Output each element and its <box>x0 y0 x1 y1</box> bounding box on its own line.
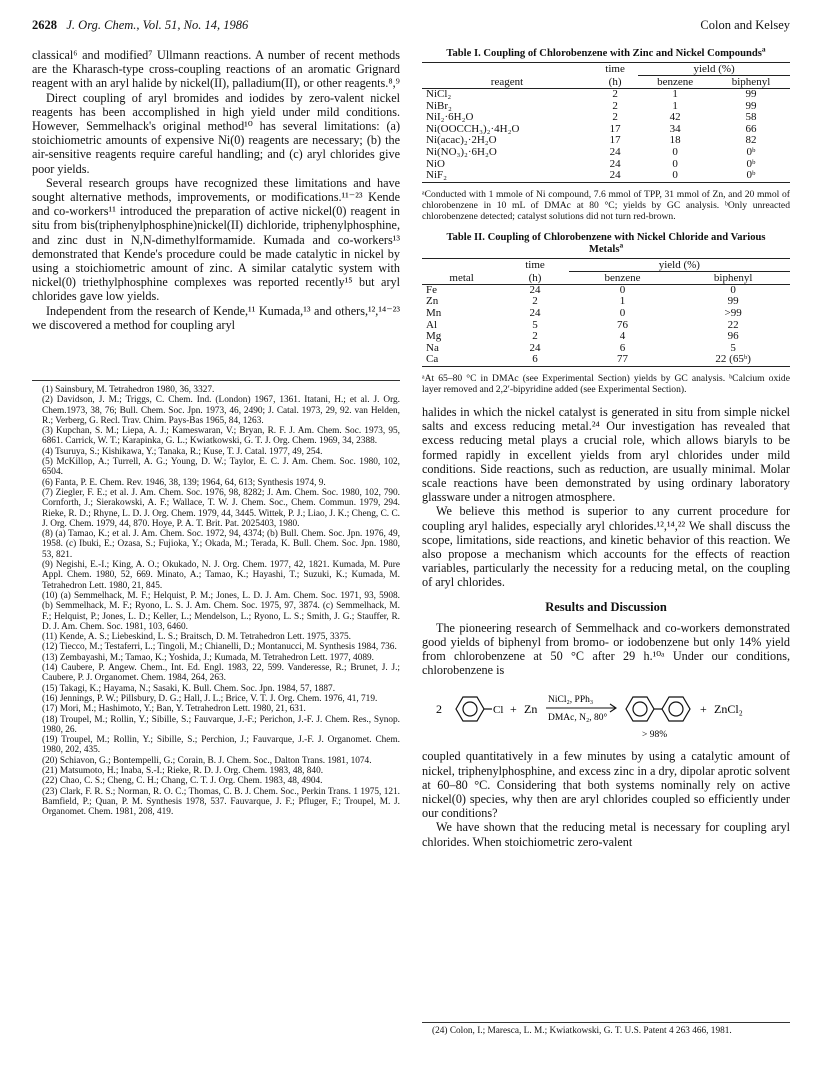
table-1-cell-benzene: 1 <box>672 99 678 112</box>
reference-item: (22) Chao, C. S.; Cheng, C. H.; Chang, C. T. J. Org. Chem. 1983, 48, 4904. <box>42 776 323 787</box>
table-1-caption: Table I. Coupling of Chlorobenzene with Zinc and Nickel Compounds$^a$ <box>446 44 766 59</box>
table-2-footnote: ᵃAt 65–80 °C in DMAc (see Experimental Section) yields by GC analysis. ᵇCalcium oxide layer removed and 2,2′-bipyridine added (see Experimental Section). <box>422 372 790 395</box>
scheme-yield: > 98% <box>642 730 668 741</box>
table-1-grid <box>422 62 790 183</box>
table-1-col-yield: yield (%) <box>638 63 790 76</box>
section-heading: Results and Discussion <box>545 599 667 614</box>
reference-item: (21) Matsumoto, H.; Inaba, S.-I.; Rieke, R. D. J. Org. Chem. 1983, 48, 840. <box>42 765 324 776</box>
table-1-cell-reagent: NiBr₂ <box>426 99 452 112</box>
table-1-cell-reagent: Ni(acac)₂·2H₂O <box>426 134 497 147</box>
table-2-cell-biphenyl: 96 <box>727 330 739 343</box>
table-1-cell-time: 24 <box>609 145 621 158</box>
reference-item: (12) Tiecco, M.; Testaferri, L.; Tingoli, M.; Chianelli, D.; Montanucci, M. Synthesis 1984, 736. <box>42 642 397 653</box>
body-paragraph-6: We believe this method is superior to any current procedure for coupling aryl halides, especially aryl chlorides.¹²,¹⁴,²² We shall discuss the scope, limitations, side reactions, and kinetic behavior of this reaction. We also propose a mechanism which accounts for the effects of reaction variables, particularly the necessity for a reducing metal, on the coupling of aryl chlorides. <box>422 504 790 590</box>
table-2-cell-metal: Ca <box>426 353 439 366</box>
table-1-cell-biphenyl: 0ᵇ <box>746 169 756 182</box>
table-2-row <box>422 331 790 343</box>
table-2-col-metal: metal <box>449 271 474 284</box>
table-1-cell-biphenyl: 0ᵇ <box>746 157 756 170</box>
table-2-cell-biphenyl: 99 <box>727 295 739 308</box>
table-1-col-benzene: benzene <box>657 76 694 88</box>
table-1-cell-benzene: 34 <box>669 122 681 135</box>
reference-item: (4) Tsuruya, S.; Kishikawa, Y.; Tanaka, R.; Kuse, T. J. Catal. 1977, 49, 254. <box>42 446 323 457</box>
table-1-caption-mark: a <box>761 44 766 54</box>
table-2-cell-benzene: 4 <box>619 330 626 343</box>
table-1-cell-biphenyl: 58 <box>745 111 757 124</box>
body-paragraph-8: coupled quantitatively in a few minutes by using a catalytic amount of nickel, triphenylphosphine, and excess zinc in a dry, dipolar aprotic solvent at 60–80 °C. Considering that both systems nominally rely on active nickel(0) species, why then are aryl chlorides coupled so efficiently under our conditions? <box>422 749 790 821</box>
table-1-cell-biphenyl: 99 <box>745 99 757 112</box>
table-2-cell-metal: Na <box>426 341 439 354</box>
right-column <box>422 44 790 849</box>
table-2-cell-biphenyl: 0 <box>730 283 736 296</box>
references-list <box>32 380 400 817</box>
table-2-cell-benzene: 6 <box>619 341 626 354</box>
reference-item: (8) (a) Tamao, K.; et al. J. Am. Chem. Soc. 1972, 94, 4374; (b) Bull. Chem. Soc. Jpn. 1976, 49, 1958. (c) Ibuki, E.; Ozasa, S.; Fujioka, Y.; Okada, M.; Terada, K. Bull. Chem. Soc. Jpn. 1980, 53, 821. <box>42 529 400 560</box>
table-1-col-reagent: reagent <box>490 75 524 88</box>
table-2-cell-metal: Al <box>426 318 437 331</box>
table-2-cell-biphenyl: >99 <box>724 306 742 319</box>
reference-item: (19) Troupel, M.; Rollin, Y.; Sibille, S.; Perchion, J.; Fauvarque, J.-F. J. Organomet. Chem. 1980, 202, 435. <box>42 735 400 756</box>
table-1-row <box>422 159 790 171</box>
table-2-cell-time: 5 <box>532 318 538 331</box>
table-2-col-time-unit: (h) <box>528 271 542 284</box>
reference-item: (7) Ziegler, F. E.; et al. J. Am. Chem. Soc. 1976, 98, 8282; J. Am. Chem. Soc. 1980, 102, 790. Cornforth, J.; Sierakowski, A. F.; Wallace, T. W. J. Chem. Soc., Chem. Commun. 1979, 294. Rieke, R. D.; Rhyne, L. D. J. Org. Chem. 1979, 44, 3445. Wittek, P. J.; Liao, J. K.; Cheng, C. C. J. Org. Chem. 1979, 44, 870. Hoye, P. A. T. Brit. Pat. 2025403, 1980. <box>42 487 400 529</box>
scheme-conditions-bottom: DMAc, N₂, 80° <box>548 713 608 724</box>
body-paragraph-4: Independent from the research of Kende,¹¹ Kumada,¹³ and others,¹²,¹⁴⁻²³ we discovered a method for coupling aryl <box>32 303 400 332</box>
table-2-cell-time: 24 <box>529 306 541 319</box>
table-1-cell-reagent: NiF₂ <box>426 169 447 182</box>
body-paragraph-3: Several research groups have recognized these limitations and have sought alternative methods, improvements, or modifications.¹¹⁻²³ Kende and co-workers¹¹ introduced the preparation of active nickel(0) reagent in situ from bis(triphenylphosphine)nickel(II) dichloride, triphenylphosphine, and zinc dust in N,N-dimethylformamide. Kumada and co-workers¹³ demonstrated that Kende's procedure could be made catalytic in nickel by using a stoichiometric amount of zinc. A similar catalytic system with nickel(0) triethylphosphine complexes was reported recently¹⁵ but aryl chlorides gave low yields. <box>32 175 400 304</box>
journal-citation: J. Org. Chem., Vol. 51, No. 14, 1986 <box>66 18 249 32</box>
table-2-cell-benzene: 0 <box>619 306 626 319</box>
reference-item: (15) Takagi, K.; Hayama, N.; Sasaki, K. Bull. Chem. Soc. Jpn. 1984, 57, 1887. <box>42 683 336 694</box>
reference-item: (13) Zembayashi, M.; Tamao, K.; Yoshida, J.; Kumada, M. Tetrahedron Lett. 1977, 4089. <box>42 652 374 663</box>
reference-item: (11) Kende, A. S.; Liebeskind, L. S.; Braitsch, D. M. Tetrahedron Lett. 1975, 3375. <box>42 632 351 643</box>
table-2-caption: Table II. Coupling of Chlorobenzene with Nickel Chloride and Various Metals$^a$ <box>446 231 766 255</box>
body-paragraph-7: The pioneering research of Semmelhack and co-workers demonstrated good yields of biphenyl from bromo- or iodobenzene but only 14% yield from chlorobenzene at 50 °C after 29 h.¹⁰ᵃ Under our conditions, chlorobenzene is <box>422 620 790 678</box>
body-paragraph-2: Direct coupling of aryl bromides and iodides by zero-valent nickel reagents has been accomplished in high yield under mild conditions. However, Semmelhack's original method¹⁰ has several limitations: (a) stoichiometric amounts of expensive Ni(0) reagents are necessary; (b) the air-sensitive reagents require careful handling; and (c) aryl chlorides give poor yields. <box>32 90 400 176</box>
table-1-cell-time: 17 <box>609 134 621 147</box>
table-1-cell-time: 17 <box>609 122 621 135</box>
table-2-cell-biphenyl: 22 <box>727 318 739 331</box>
table-1-cell-reagent: Ni(OOCCH₃)₂·4H₂O <box>426 122 520 135</box>
scheme-zinc-chloride: ZnCl₂ <box>714 702 743 717</box>
table-2-col-time: time <box>525 259 545 271</box>
reference-item: (20) Schiavon, G.; Bontempelli, G.; Corain, B. J. Chem. Soc., Dalton Trans. 1981, 1074. <box>42 755 372 766</box>
table-1-row <box>422 170 790 182</box>
reference-item: (3) Kupchan, S. M.; Liepa, A. J.; Kameswaran, V.; Bryan, R. F. J. Am. Chem. Soc. 1973, 95, 6861. Carrick, W. T.; Karapinka, G. L.; Kwiatkowski, G. T. J. Org. Chem. 1969, 34, 2388. <box>42 426 400 447</box>
table-1-cell-benzene: 42 <box>669 111 681 124</box>
table-2-cell-biphenyl: 5 <box>730 341 736 354</box>
scheme-plus-1: + <box>510 702 517 717</box>
table-2-cell-time: 6 <box>532 353 538 366</box>
table-1-col-time-unit: (h) <box>608 75 622 88</box>
reference-item: (2) Davidson, J. M.; Triggs, C. Chem. Ind. (London) 1967, 1361. Itatani, H.; et al. J. Org. Chem.1973, 38, 76; Bull. Chem. Soc. Jpn. 1973, 46, 2490; J. Catal. 1973, 29, 92. van Helden, R.; Verberg, G. Recl. Trav. Chim. Pays-Bas 1965, 84, 1263. <box>42 395 400 426</box>
footnote-24: (24) Colon, I.; Maresca, L. M.; Kwiatkowski, G. T. U.S. Patent 4 263 466, 1981. <box>432 1026 732 1036</box>
table-2-cell-time: 24 <box>529 283 541 296</box>
reaction-arrow <box>546 704 616 712</box>
table-2-grid <box>422 258 790 367</box>
left-column <box>32 48 400 332</box>
table-2-col-benzene: benzene <box>604 271 641 284</box>
table-1 <box>422 44 790 222</box>
footnote-right <box>422 1022 790 1036</box>
table-2-cell-metal: Mn <box>426 306 442 319</box>
body-paragraph-1: classical⁶ and modified⁷ Ullmann reactions. A number of recent methods are the Kharasch-type cross-coupling reactions of an aromatic Grignard reagent with an aryl halide by nickel(II), palladium(II), or other reagents.⁸,⁹ <box>32 48 400 91</box>
reference-item: (14) Caubere, P. Angew. Chem., Int. Ed. Engl. 1983, 22, 599. Vanderesse, R.; Brunet, J. J.; Caubere, P. J. Organomet. Chem. 1984, 264, 263. <box>42 663 400 684</box>
reference-item: (16) Jennings, P. W.; Pillsbury, D. G.; Hall, J. L.; Brice, V. T. J. Org. Chem. 1976, 41, 719. <box>42 693 378 704</box>
table-1-cell-time: 24 <box>609 169 621 182</box>
table-1-footnote: ᵃConducted with 1 mmole of Ni compound, 7.6 mmol of TPP, 31 mmol of Zn, and 20 mmol of chlorobenzene in 10 mL of DMAc at 80 °C; yields by GC analysis. ᵇOnly unreacted chlorobenzene detected; catalyst solutions did not turn red-brown. <box>422 188 790 222</box>
reference-item: (18) Troupel, M.; Rollin, Y.; Sibille, S.; Fauvarque, J.-F.; Perichon, J.-F. J. Chem. Res., Synop. 1980, 26. <box>42 714 400 735</box>
table-1-cell-benzene: 18 <box>669 134 681 147</box>
scheme-coefficient: 2 <box>436 702 442 717</box>
table-1-col-time: time <box>605 63 625 76</box>
table-2-col-yield: yield (%) <box>569 258 790 271</box>
table-1-cell-biphenyl: 66 <box>745 122 757 135</box>
table-1-cell-biphenyl: 82 <box>745 134 757 147</box>
table-2-caption-mark: a <box>619 240 624 250</box>
scheme-zinc: Zn <box>524 702 538 717</box>
scheme-plus-2: + <box>700 702 707 717</box>
scheme-conditions-top: NiCl₂, PPh₃ <box>548 695 594 706</box>
page-header <box>32 18 790 36</box>
header-left <box>32 18 248 33</box>
reference-item: (1) Sainsbury, M. Tetrahedron 1980, 36, 3327. <box>42 385 215 395</box>
table-1-cell-reagent: Ni(NO₃)₂·6H₂O <box>426 145 497 158</box>
table-1-cell-time: 2 <box>612 111 618 124</box>
table-1-cell-benzene: 0 <box>672 157 678 170</box>
table-2-cell-time: 24 <box>529 341 541 354</box>
table-1-cell-reagent: NiCl₂ <box>426 88 452 100</box>
reference-item: (9) Negishi, E.-I.; King, A. O.; Okukado, N. J. Org. Chem. 1977, 42, 1821. Kumada, M. Pure Appl. Chem. 1980, 52, 669. Minato, A.; Tamao, K.; Hayashi, T.; Suzuki, K.; Kumada, M. Tetrahedron Lett. 1980, 21, 845. <box>42 560 400 591</box>
reaction-scheme-svg <box>422 683 790 745</box>
table-1-cell-biphenyl: 99 <box>745 88 757 100</box>
table-1-cell-reagent: NiO <box>426 157 445 170</box>
scheme-cl: Cl <box>493 704 504 717</box>
table-2-col-biphenyl: biphenyl <box>713 271 753 284</box>
reference-item: (17) Mori, M.; Hashimoto, Y.; Ban, Y. Tetrahedron Lett. 1980, 21, 631. <box>42 704 306 715</box>
right-body-top <box>422 405 790 590</box>
reference-item: (6) Fanta, P. E. Chem. Rev. 1946, 38, 139; 1964, 64, 613; Synthesis 1974, 9. <box>42 477 326 488</box>
table-2-cell-benzene: 1 <box>619 295 626 308</box>
table-1-cell-benzene: 0 <box>672 145 678 158</box>
table-1-cell-biphenyl: 0ᵇ <box>746 145 756 158</box>
reference-item: (5) McKillop, A.; Turrell, A. G.; Young, D. W.; Taylor, E. C. J. Am. Chem. Soc. 1980, 102, 6504. <box>42 457 400 478</box>
table-1-cell-time: 2 <box>612 99 618 112</box>
header-authors: Colon and Kelsey <box>700 18 790 32</box>
table-1-cell-time: 2 <box>612 88 618 100</box>
table-2 <box>422 232 790 395</box>
table-1-col-biphenyl: biphenyl <box>731 76 771 88</box>
biphenyl-structure <box>626 697 690 721</box>
page-number: 2628 <box>32 18 57 32</box>
table-2-cell-metal: Mg <box>426 330 442 343</box>
table-1-cell-benzene: 1 <box>672 88 678 100</box>
table-2-cell-benzene: 0 <box>619 283 626 296</box>
table-2-cell-biphenyl: 22 (65ᵇ) <box>715 353 751 366</box>
table-1-row <box>422 101 790 113</box>
table-2-cell-time: 2 <box>532 295 538 308</box>
table-2-cell-benzene: 77 <box>616 353 628 366</box>
table-1-body <box>422 89 790 183</box>
table-2-body <box>422 284 790 366</box>
table-1-row <box>422 89 790 101</box>
table-1-cell-benzene: 0 <box>672 169 678 182</box>
body-paragraph-9: We have shown that the reducing metal is necessary for coupling aryl chlorides. When stoichiometric zero-valent <box>422 820 790 849</box>
table-2-cell-time: 2 <box>532 330 538 343</box>
table-1-row <box>422 147 790 159</box>
reference-item: (10) (a) Semmelhack, M. F.; Helquist, P. M.; Jones, L. D. J. Am. Chem. Soc. 1971, 93, 5908. (b) Semmelhack, M. F.; Ryono, L. S. J. Am. Chem. Soc. 1975, 97, 3874. (c) Semmelhack, M. F.; Helquist, P.; Jones, L. D.; Keller, L.; Mendelson, L.; Ryono, L. S.; Smith, J. G.; Stauffer, R. D. J. Am. Chem. Soc. 1981, 103, 6460. <box>42 590 400 632</box>
table-2-row <box>422 308 790 320</box>
reference-item: (23) Clark, F. R. S.; Norman, R. O. C.; Thomas, C. B. J. Chem. Soc., Perkin Trans. 1 1975, 121. Bamfield, P.; Quan, P. M. Synthesis 1978, 537. Fauvarque, J. F.; Pfluger, F.; Troupel, M. J. Organomet. Chem. 1981, 208, 419. <box>42 786 400 818</box>
body-paragraph-5: halides in which the nickel catalyst is generated in situ from simple nickel salts and excess reducing metal.²⁴ Our investigation has revealed that excess reducing metal plays a crucial role, which allows biaryls to be formed rapidly in excellent yields from aryl chlorides under mild conditions. Side reactions, such as reduction, are usually minimal. Molar scale reactions have been demonstrated by using ordinary laboratory glassware under a nitrogen atmosphere. <box>422 404 790 505</box>
reaction-scheme <box>422 683 790 745</box>
table-1-cell-reagent: NiI₂·6H₂O <box>426 111 474 124</box>
chlorobenzene-ring <box>456 697 492 721</box>
table-2-cell-benzene: 76 <box>616 318 628 331</box>
table-2-row <box>422 354 790 366</box>
table-2-cell-metal: Zn <box>426 295 439 308</box>
table-1-cell-time: 24 <box>609 157 621 170</box>
table-2-cell-metal: Fe <box>426 283 437 296</box>
